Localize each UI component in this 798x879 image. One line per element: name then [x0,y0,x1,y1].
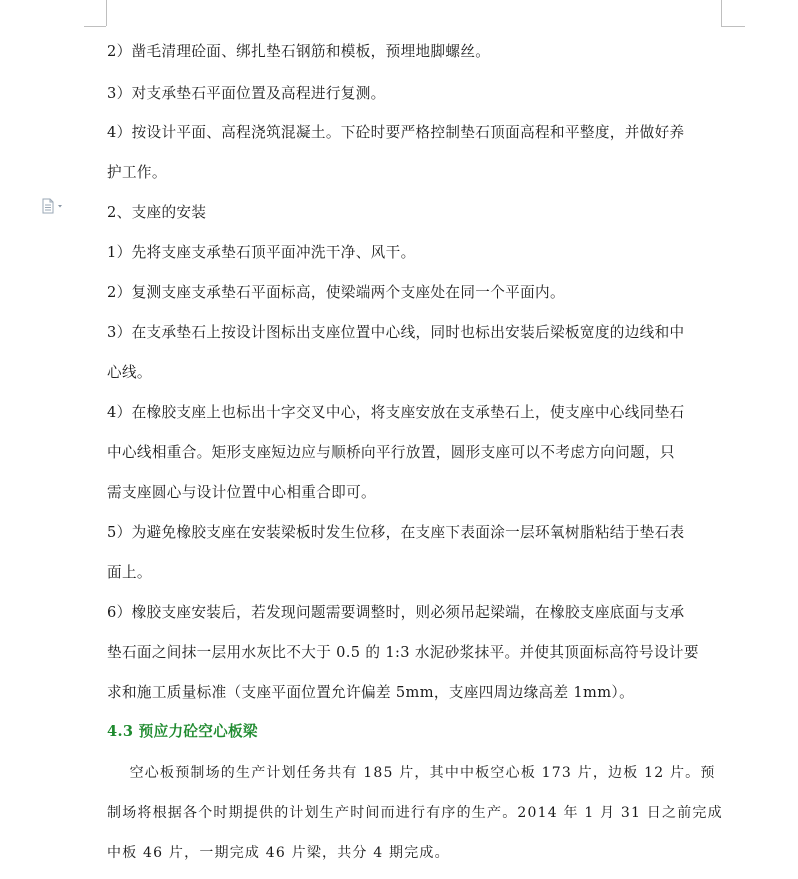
text-line: 心线。 [107,364,152,381]
section-text-line: 空心板预制场的生产计划任务共有 185 片，其中中板空心板 173 片，边板 12 片。预 [107,765,716,781]
text-line: 2）凿毛清理砼面、绑扎垫石钢筋和模板，预埋地脚螺丝。 [107,43,491,60]
text-line: 4）按设计平面、高程浇筑混凝土。下砼时要严格控制垫石顶面高程和平整度，并做好养 [107,124,685,141]
text-line: 需支座圆心与设计位置中心相重合即可。 [107,484,376,501]
crop-mark-top-left-vertical [106,0,107,26]
text-line: 求和施工质量标准（支座平面位置允许偏差 5mm，支座四周边缘高差 1mm）。 [107,684,635,701]
text-line: 中心线相重合。矩形支座短边应与顺桥向平行放置，圆形支座可以不考虑方向问题，只 [107,444,675,461]
text-line: 2）复测支座支承垫石平面标高，使梁端两个支座处在同一个平面内。 [107,284,565,301]
crop-mark-top-right-vertical [721,0,722,26]
paragraph-options-icon[interactable] [41,198,67,214]
section-text-line: 中板 46 片，一期完成 46 片梁，共分 4 期完成。 [107,845,450,861]
text-line: 3）在支承垫石上按设计图标出支座位置中心线，同时也标出安装后梁板宽度的边线和中 [107,324,685,341]
text-line: 护工作。 [107,164,167,181]
section-text-line: 制场将根据各个时期提供的计划生产时间而进行有序的生产。2014 年 1 月 31 日之前完成 [107,805,723,821]
text-line: 5）为避免橡胶支座在安装梁板时发生位移，在支座下表面涂一层环氧树脂粘结于垫石表 [107,524,685,541]
crop-mark-top-left-horizontal [84,26,106,27]
text-line: 4）在橡胶支座上也标出十字交叉中心，将支座安放在支承垫石上，使支座中心线同垫石 [107,404,685,421]
crop-mark-top-right-horizontal [721,26,745,27]
text-line: 垫石面之间抹一层用水灰比不大于 0.5 的 1:3 水泥砂浆抹平。并使其顶面标高符号设计要 [107,644,699,661]
text-line: 1）先将支座支承垫石顶平面冲洗干净、风干。 [107,244,416,261]
text-line: 6）橡胶支座安装后，若发现问题需要调整时，则必须吊起梁端，在橡胶支座底面与支承 [107,604,685,621]
text-line: 3）对支承垫石平面位置及高程进行复测。 [107,85,386,102]
section-heading: 4.3 预应力砼空心板梁 [107,723,258,740]
text-line: 面上。 [107,564,152,581]
text-line: 2、支座的安装 [107,204,207,221]
